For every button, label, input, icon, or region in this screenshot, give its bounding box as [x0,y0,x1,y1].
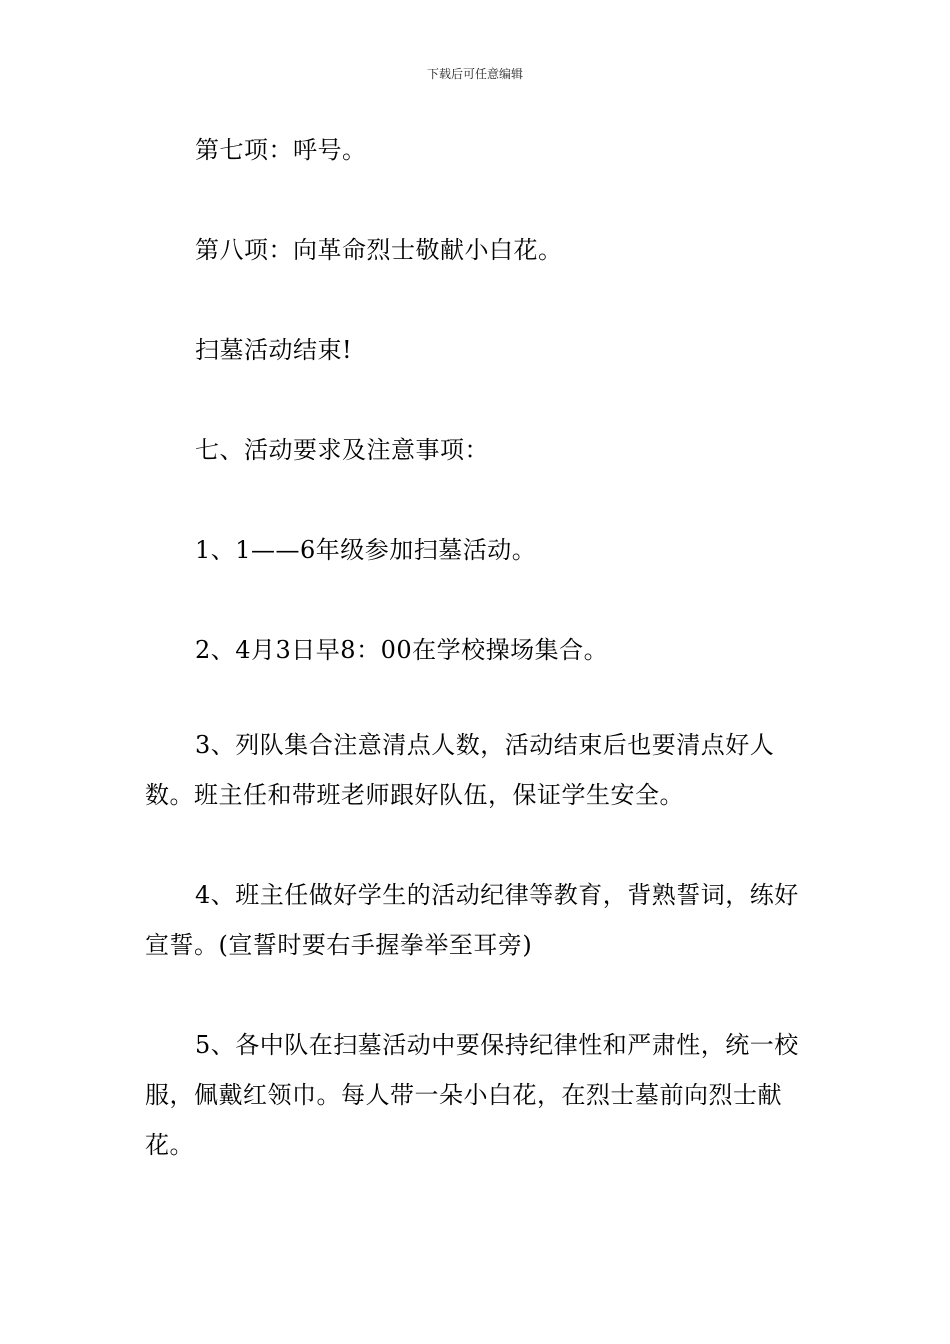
section-heading-requirements: 七、活动要求及注意事项： [195,436,489,464]
paragraph-item-7: 第七项：呼号。 [195,136,367,164]
requirement-3: 3、列队集合注意清点人数，活动结束后也要清点好人数。班主任和带班老师跟好队伍，保证学生安全。 [145,731,775,809]
paragraph-item-8: 第八项：向革命烈士敬献小白花。 [195,236,563,264]
requirement-4: 4、班主任做好学生的活动纪律等教育，背熟誓词，练好宣誓。(宣誓时要右手握拳举至耳旁) [145,881,799,959]
paragraph-activity-end: 扫墓活动结束! [195,336,353,364]
page-header: 下载后可任意编辑 [426,67,523,81]
requirement-5: 5、各中队在扫墓活动中要保持纪律性和严肃性，统一校服，佩戴红领巾。每人带一朵小白花，在烈士墓前向烈士献花。 [145,1031,799,1159]
requirement-1: 1、1——6年级参加扫墓活动。 [195,536,537,564]
requirement-2: 2、4月3日早8：00在学校操场集合。 [195,636,609,664]
